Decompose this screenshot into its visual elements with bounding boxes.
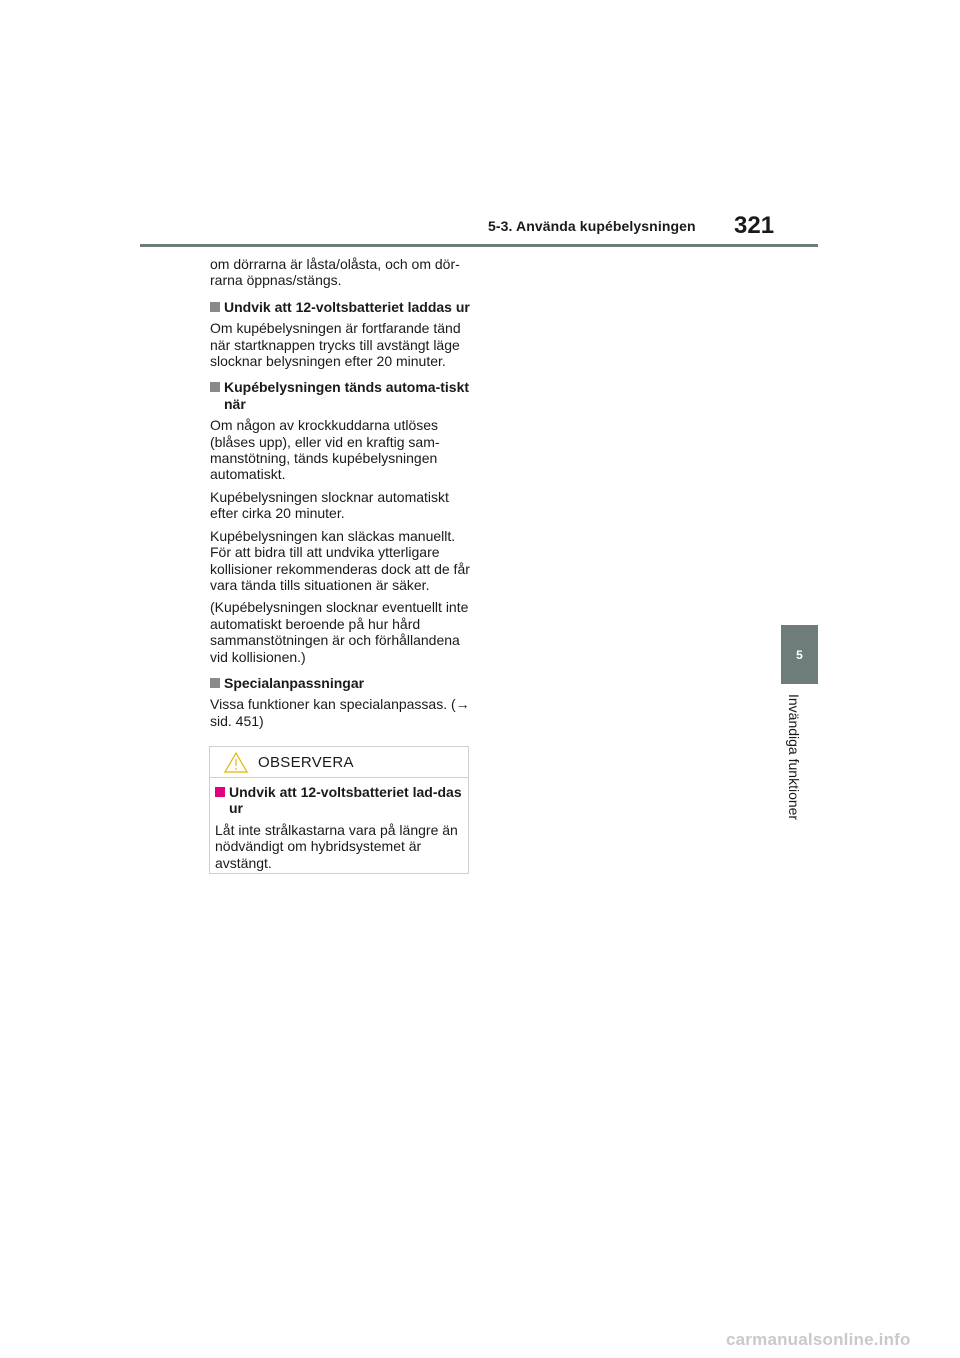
- watermark: carmanualsonline.info: [726, 1330, 911, 1349]
- intro-paragraph: om dörrarna är låsta/olåsta, och om dör-rarna öppnas/stängs.: [210, 256, 460, 289]
- body-paragraph: Kupébelysningen slocknar automatiskt efter cirka 20 minuter.: [210, 488, 449, 522]
- section-heading-text: Specialanpassningar: [224, 674, 365, 691]
- header-rule: [140, 244, 818, 247]
- square-bullet-icon: [210, 302, 220, 312]
- warning-heading: [215, 784, 463, 817]
- main-content: [210, 256, 472, 735]
- warning-text: Låt inte strålkastarna vara på längre än nödvändigt om hybridsystemet är avstängt.: [215, 821, 458, 871]
- warning-box: [209, 746, 469, 874]
- chapter-tab: [781, 625, 818, 684]
- chapter-title: Invändiga funktioner: [786, 694, 802, 821]
- section-heading-text: Undvik att 12-voltsbatteriet laddas ur: [224, 298, 470, 315]
- section-heading: [210, 299, 472, 315]
- square-bullet-icon: [210, 382, 220, 392]
- warning-triangle-icon: [224, 752, 248, 773]
- section-heading-text: Kupébelysningen tänds automa-tiskt när: [224, 379, 470, 412]
- warning-heading-text: Undvik att 12-voltsbatteriet lad-das ur: [229, 784, 462, 817]
- body-paragraph: Om kupébelysningen är fortfarande tänd när startknappen trycks till avstängt läge slocknar belysningen efter 20 minuter.: [210, 320, 461, 370]
- body-paragraph: (Kupébelysningen slocknar eventuellt inte automatiskt beroende på hur hård sammanstötningen är och förhållandena vid kollisionen.): [210, 599, 469, 665]
- section-heading: [210, 675, 472, 691]
- body-paragraph: Kupébelysningen kan släckas manuellt. För att bidra till att undvika ytterligare kollisioner rekommenderas dock att de får vara tända tills situationen är säker.: [210, 527, 470, 593]
- warning-header: [210, 747, 468, 778]
- warning-title: OBSERVERA: [258, 754, 354, 771]
- square-bullet-icon: [215, 787, 225, 797]
- chapter-number: 5: [796, 647, 803, 662]
- section-title: 5-3. Använda kupébelysningen: [488, 218, 696, 234]
- page-number: 321: [734, 212, 775, 239]
- body-paragraph: Vissa funktioner kan specialanpassas. (→ sid. 451): [210, 696, 470, 729]
- warning-body: [210, 778, 468, 871]
- section-heading: [210, 379, 472, 412]
- square-bullet-icon: [210, 678, 220, 688]
- body-paragraph: Om någon av krockkuddarna utlöses (blåses upp), eller vid en kraftig sam-manstötning, tänds kupébelysningen automatiskt.: [210, 417, 440, 483]
